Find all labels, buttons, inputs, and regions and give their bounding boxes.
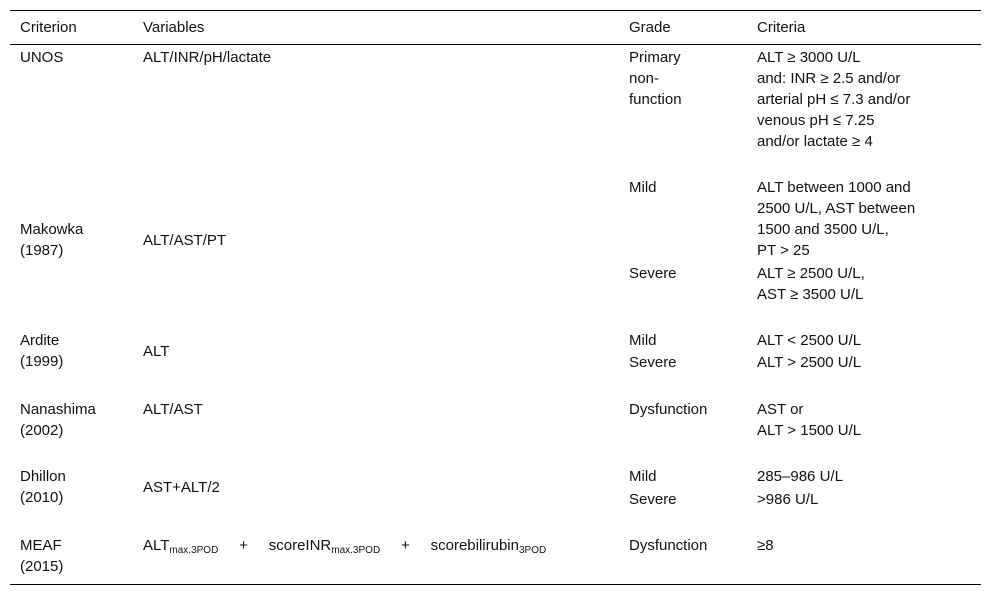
criterion-cell: Dhillon (2010) [20, 468, 66, 506]
criterion-cell: UNOS [20, 49, 64, 66]
criterion-cell: MEAF (2015) [20, 537, 64, 575]
table-header [10, 11, 981, 45]
grade-cell: Dysfunction [629, 537, 708, 554]
variables-cell [143, 535, 546, 556]
grade-cell: Dysfunction [629, 401, 708, 418]
plus-sign: + [218, 537, 269, 554]
grade-cell: Mild [629, 179, 657, 196]
criterion-cell: Ardite (1999) [20, 332, 64, 370]
alt-term: ALT [143, 537, 170, 554]
criteria-cell: ALT > 2500 U/L [757, 354, 862, 371]
variables-cell: ALT/AST [143, 401, 203, 418]
header-criterion: Criterion [20, 19, 77, 36]
grade-cell: Severe [629, 354, 677, 371]
criteria-table [10, 10, 981, 585]
header-variables: Variables [143, 19, 205, 36]
criterion-cell: Makowka (1987) [20, 221, 84, 259]
inr-subscript: max.3POD [331, 545, 381, 556]
grade-cell: Severe [629, 491, 677, 508]
criterion-cell: Nanashima (2002) [20, 401, 96, 439]
grade-cell: Primary non- function [629, 49, 682, 108]
alt-subscript: max.3POD [169, 545, 219, 556]
grade-cell: Severe [629, 265, 677, 282]
bilirubin-subscript: 3POD [518, 545, 547, 556]
criteria-cell: ≥8 [757, 537, 774, 554]
criteria-cell: AST or ALT > 1500 U/L [757, 401, 862, 439]
grade-cell: Mild [629, 468, 657, 485]
criteria-cell: 285–986 U/L [757, 468, 843, 485]
variables-cell: ALT/AST/PT [143, 232, 227, 249]
bilirubin-term: scorebilirubin [430, 537, 519, 554]
grade-cell: Mild [629, 332, 657, 349]
header-grade: Grade [629, 19, 671, 36]
variables-cell: ALT/INR/pH/lactate [143, 49, 272, 66]
criteria-cell: ALT < 2500 U/L [757, 332, 862, 349]
variables-cell: AST+ALT/2 [143, 479, 220, 496]
criteria-cell: >986 U/L [757, 491, 819, 508]
plus-sign: + [380, 537, 431, 554]
criteria-cell: ALT between 1000 and 2500 U/L, AST between 1500 and 3500 U/L, PT > 25 [757, 179, 916, 259]
criteria-cell: ALT ≥ 2500 U/L, AST ≥ 3500 U/L [757, 265, 865, 303]
criteria-cell: ALT ≥ 3000 U/L and: INR ≥ 2.5 and/or arterial pH ≤ 7.3 and/or venous pH ≤ 7.25 and/or lactate ≥ 4 [757, 49, 911, 150]
variables-cell: ALT [143, 343, 170, 360]
inr-term: scoreINR [268, 537, 332, 554]
header-criteria: Criteria [757, 19, 806, 36]
